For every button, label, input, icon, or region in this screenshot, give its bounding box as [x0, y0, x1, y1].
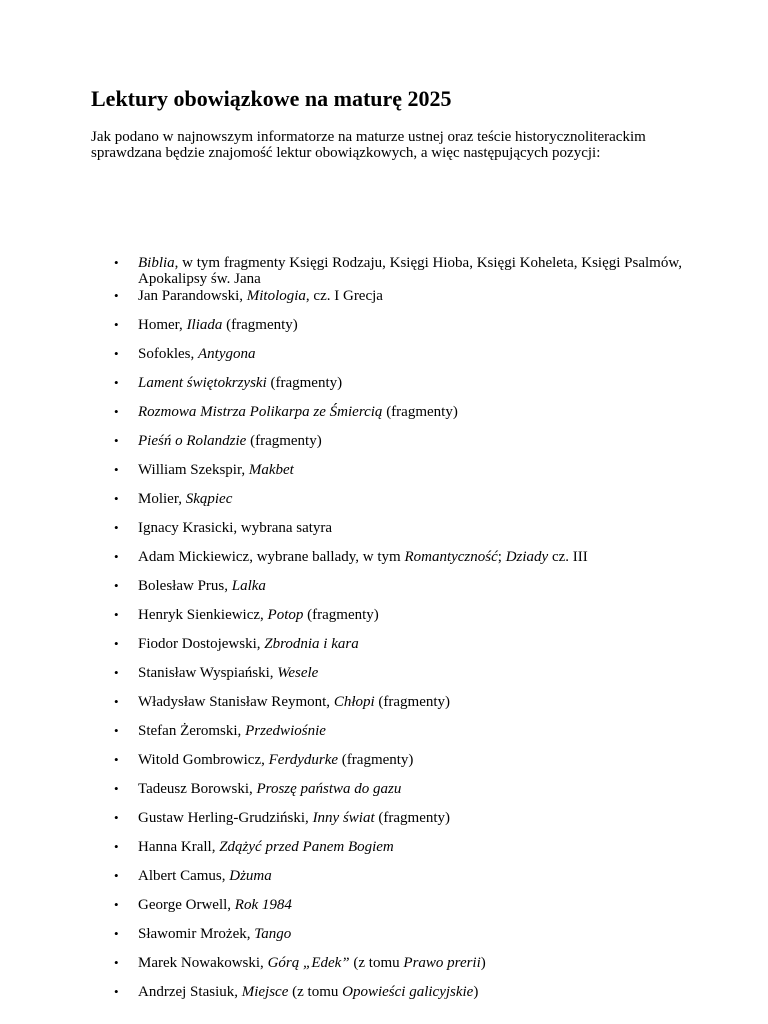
- reading-text: Witold Gombrowicz,: [138, 752, 269, 768]
- bullet-marker: •: [114, 433, 119, 448]
- reading-text: (fragmenty): [374, 810, 451, 826]
- reading-title: Chłopi: [333, 694, 375, 710]
- reading-text: Tadeusz Borowski,: [138, 781, 257, 797]
- reading-item: [114, 636, 686, 652]
- reading-title: Zbrodnia i kara: [264, 636, 359, 652]
- reading-title: Antygona: [198, 346, 256, 362]
- reading-item: [114, 955, 686, 971]
- reading-item: [114, 520, 686, 536]
- reading-text: Stanisław Wyspiański,: [138, 665, 278, 681]
- reading-text: cz. III: [548, 549, 588, 565]
- reading-item: [114, 404, 686, 420]
- bullet-marker: •: [114, 549, 119, 564]
- reading-text: Henryk Sienkiewicz,: [138, 607, 268, 623]
- bullet-marker: •: [114, 607, 119, 622]
- bullet-marker: •: [114, 810, 119, 825]
- reading-title: Ferdydurke: [268, 752, 339, 768]
- bullet-marker: •: [114, 868, 119, 883]
- reading-item: [114, 288, 686, 304]
- reading-text: (z tomu: [349, 955, 404, 971]
- reading-text: (fragmenty): [246, 433, 322, 449]
- bullet-marker: •: [114, 723, 119, 738]
- reading-title: Makbet: [248, 462, 294, 478]
- reading-title: Miejsce: [241, 984, 289, 1000]
- reading-text: George Orwell,: [138, 897, 235, 913]
- bullet-marker: •: [114, 926, 119, 941]
- reading-text: Ignacy Krasicki, wybrana satyra: [138, 520, 333, 536]
- reading-text: Fiodor Dostojewski,: [138, 636, 265, 652]
- reading-text: (fragmenty): [382, 404, 458, 420]
- reading-text: Sławomir Mrożek,: [138, 926, 255, 942]
- reading-title: Lament świętokrzyski: [138, 375, 267, 391]
- reading-item: [114, 665, 686, 681]
- bullet-marker: •: [114, 346, 119, 361]
- reading-text: (z tomu: [288, 984, 343, 1000]
- bullet-marker: •: [114, 255, 119, 270]
- bullet-marker: •: [114, 375, 119, 390]
- reading-item: [114, 781, 686, 797]
- reading-text: Bolesław Prus,: [138, 578, 232, 594]
- reading-title: Dziady: [505, 549, 549, 565]
- reading-text: Marek Nowakowski,: [138, 955, 268, 971]
- bullet-marker: •: [114, 752, 119, 767]
- reading-item: [114, 317, 686, 333]
- reading-text: Molier,: [138, 491, 186, 507]
- bullet-marker: •: [114, 955, 119, 970]
- bullet-marker: •: [114, 491, 119, 506]
- reading-text: (fragmenty): [303, 607, 379, 623]
- reading-text: Adam Mickiewicz, wybrane ballady, w tym: [138, 549, 405, 565]
- reading-text: (fragmenty): [222, 317, 298, 333]
- reading-item: [114, 375, 686, 391]
- reading-text: ): [480, 955, 486, 971]
- reading-item: [114, 549, 686, 565]
- reading-item: [114, 462, 686, 478]
- bullet-marker: •: [114, 636, 119, 651]
- reading-title: Romantyczność: [404, 549, 498, 565]
- reading-item: [114, 694, 686, 710]
- reading-item: [114, 607, 686, 623]
- reading-item: [114, 984, 686, 1000]
- reading-text: (fragmenty): [338, 752, 414, 768]
- reading-item: [114, 255, 686, 287]
- reading-item: [114, 723, 686, 739]
- reading-title: Biblia: [138, 255, 175, 271]
- reading-title: Pieśń o Rolandzie: [138, 433, 247, 449]
- reading-title: Dżuma: [229, 868, 272, 884]
- bullet-marker: •: [114, 897, 119, 912]
- reading-text: William Szekspir,: [138, 462, 249, 478]
- bullet-marker: •: [114, 665, 119, 680]
- bullet-marker: •: [114, 781, 119, 796]
- reading-item: [114, 810, 686, 826]
- bullet-marker: •: [114, 520, 119, 535]
- reading-item: [114, 926, 686, 942]
- bullet-marker: •: [114, 404, 119, 419]
- reading-title: Mitologia: [246, 288, 306, 304]
- reading-text: Homer,: [138, 317, 187, 333]
- reading-title: Rok 1984: [234, 897, 292, 913]
- reading-title: Proszę państwa do gazu: [256, 781, 402, 797]
- reading-item: [114, 346, 686, 362]
- bullet-marker: •: [114, 578, 119, 593]
- reading-title: Opowieści galicyjskie: [342, 984, 474, 1000]
- reading-title: Skąpiec: [185, 491, 233, 507]
- reading-text: (fragmenty): [374, 694, 451, 710]
- reading-title: Prawo prerii: [403, 955, 481, 971]
- reading-item: [114, 491, 686, 507]
- document-title: Lektury obowiązkowe na maturę 2025: [91, 86, 452, 111]
- bullet-marker: •: [114, 317, 119, 332]
- reading-title: Lalka: [231, 578, 266, 594]
- reading-text: Andrzej Stasiuk,: [138, 984, 242, 1000]
- reading-item: [114, 897, 686, 913]
- reading-title: Potop: [267, 607, 304, 623]
- document-page: [91, 84, 682, 1000]
- reading-title: Wesele: [277, 665, 319, 681]
- reading-title: Iliada: [186, 317, 223, 333]
- reading-text: Stefan Żeromski,: [138, 723, 246, 739]
- reading-text: (fragmenty): [266, 375, 343, 391]
- reading-title: Inny świat: [312, 810, 375, 826]
- reading-text: Sofokles,: [138, 346, 198, 362]
- bullet-marker: •: [114, 984, 119, 999]
- reading-title: Zdążyć przed Panem Bogiem: [219, 839, 394, 855]
- reading-item: [114, 839, 686, 855]
- reading-text: Gustaw Herling-Grudziński,: [138, 810, 313, 826]
- reading-item: [114, 578, 686, 594]
- bullet-marker: •: [114, 288, 119, 303]
- bullet-marker: •: [114, 839, 119, 854]
- reading-text: Władysław Stanisław Reymont,: [138, 694, 334, 710]
- reading-title: Górą „Edek”: [267, 955, 350, 971]
- reading-text: ;: [497, 549, 506, 565]
- reading-text: Jan Parandowski,: [138, 288, 247, 304]
- reading-item: [114, 868, 686, 884]
- reading-title: Przedwiośnie: [245, 723, 326, 739]
- reading-text: ): [473, 984, 479, 1000]
- bullet-marker: •: [114, 462, 119, 477]
- reading-text: Albert Camus,: [138, 868, 230, 884]
- reading-text: , cz. I Grecja: [305, 288, 383, 304]
- reading-title: Tango: [254, 926, 292, 942]
- reading-item: [114, 433, 686, 449]
- reading-item: [114, 752, 686, 768]
- reading-text: Hanna Krall,: [138, 839, 220, 855]
- reading-text: , w tym fragmenty Księgi Rodzaju, Księgi Hioba, Księgi Koheleta, Księgi Psalmów, Apokalipsy św. Jana: [138, 255, 682, 287]
- intro-paragraph: Jak podano w najnowszym informatorze na maturze ustnej oraz teście historycznoliterackim sprawdzana będzie znajomość lektur obowiązkowych, a więc następujących pozycji:: [91, 129, 646, 161]
- bullet-marker: •: [114, 694, 119, 709]
- reading-title: Rozmowa Mistrza Polikarpa ze Śmiercią: [138, 404, 383, 420]
